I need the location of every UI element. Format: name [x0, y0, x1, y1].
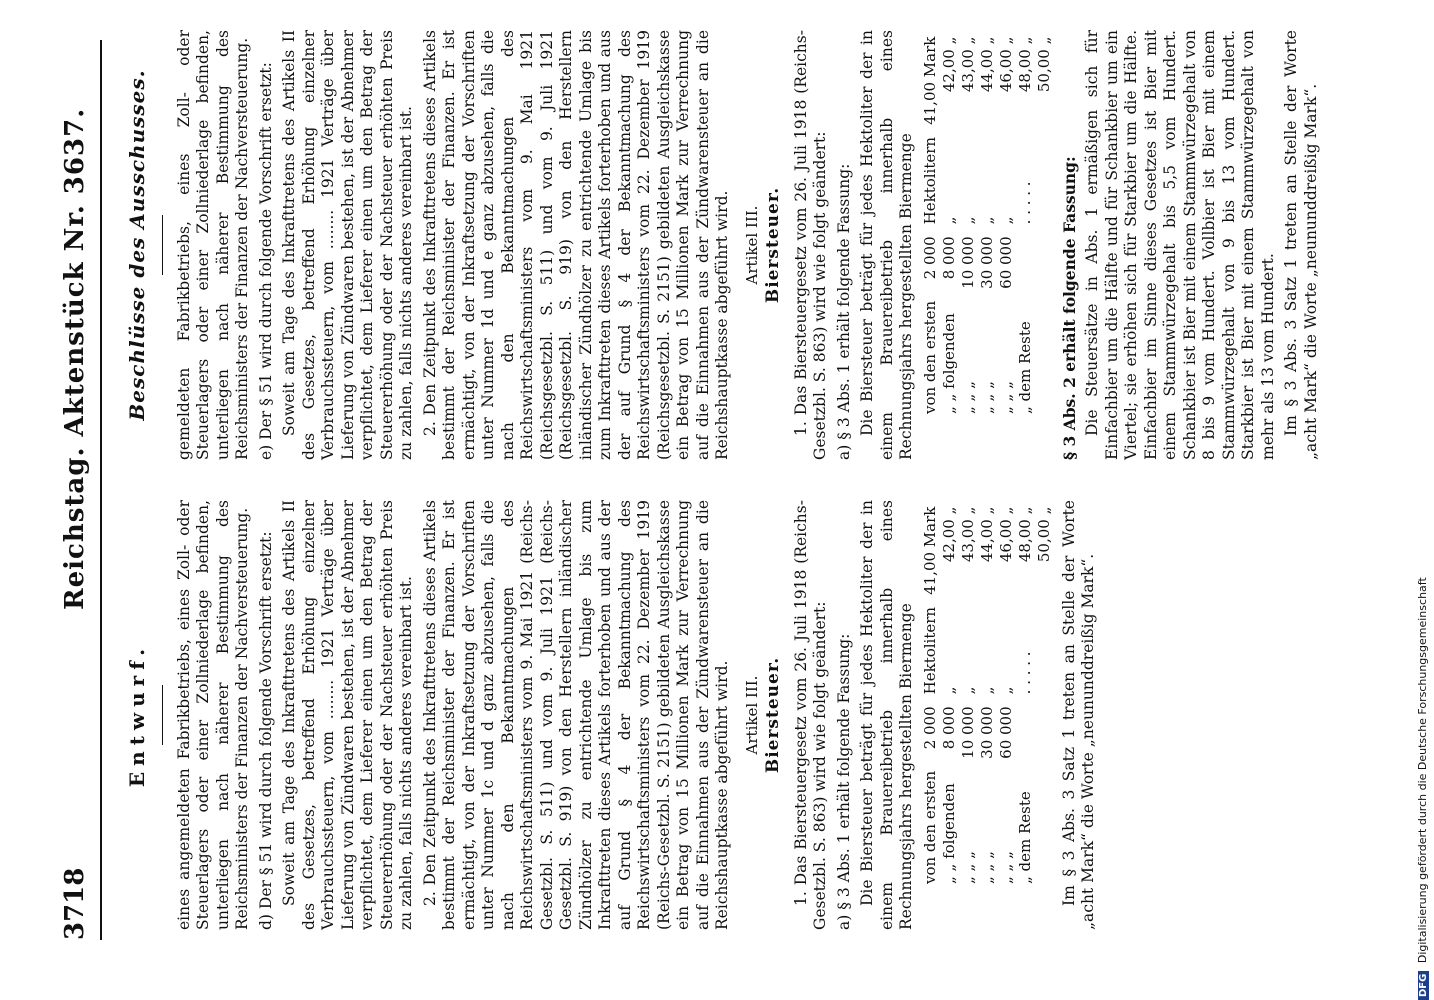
rate-label: „ „ „ — [996, 851, 1015, 884]
rate-qty — [1016, 230, 1035, 295]
rate-unit: „ — [958, 216, 977, 225]
title-rule — [162, 685, 163, 745]
rate-row — [959, 31, 978, 420]
section-3-text: Die Steuersätze in Abs. 1 ermäßigen sich für Einfachbier um die Hälfte und für Schankbier um ein Viertel; sie erhöhen sich für Starkbier um die Hälfte. Einfachbier im Sinne dieses Gesetzes ist Bier mit einem Stammwürzegehalt bis 5,5 vom Hundert. Schankbier ist Bier mit einem Stammwürzegehalt von 8 bis 9 vom Hundert. Vollbier ist Bier mit einem Stammwürzegehalt von 9 bis 13 vom Hundert. Starkbier ist Bier mit einem Stammwürzegehalt von mehr als 13 vom Hundert. — [1083, 30, 1277, 460]
rate-row — [978, 31, 997, 420]
rate-label — [1035, 765, 1054, 890]
rate-rate: 46,00 „ — [996, 36, 1015, 93]
dfg-credit — [1416, 577, 1429, 1000]
rate-label: „ „ folgenden — [939, 783, 958, 884]
rate-unit: „ — [977, 216, 996, 225]
title-rule — [162, 215, 163, 275]
item-d-text: Soweit am Tage des Inkrafttretens des Artikels II des Gesetzes, betreffend Erhöhung einzelner Verbrauchssteuern, vom ........ 1921 Verträge über Lieferung von Zündwaren bestehen, ist der Abnehmer verpflichtet, dem Lieferer einen um den Betrag der Steuererhöhung oder der Nachsteuer erhöhten Preis zu zahlen, falls nichts anderes vereinbart ist. — [280, 500, 415, 930]
column-entwurf — [120, 500, 1103, 930]
paragraph-2: 2. Den Zeitpunkt des Inkrafttretens dieses Artikels bestimmt der Reichsminister der Finanzen. Er ist ermächtigt, von der Inkraftsetzung der Vorschriften unter Nummer 1d und e ganz abzusehen, falls die nach den Bekanntmachungen des Reichswirtschaftsministers vom 9. Mai 1921 (Reichsgesetzbl. S. 511) und vom 9. Juli 1921 (Reichsgesetzbl. S. 919) von den Herstellern inländischer Zündhölzer zu entrichtende Umlage bis zum Inkrafttreten dieses Artikels forterhoben und aus der auf Grund § 4 der Bekanntmachung des Reichswirtschaftsministers vom 22. Dezember 1919 (Reichsgesetzbl. S. 2151) gebildeten Ausgleichskasse ein Betrag von 15 Millionen Mark zur Verrechnung auf die Einnahmen aus der Zündwarensteuer an die Reichshauptkasse abgeführt wird. — [420, 30, 731, 460]
intro-paragraph: eines angemeldeten Fabrikbetriebs, eines Zoll- oder Steuerlagers oder einer Zollniederlage befinden, unterliegen nach näherer Bestimmung des Reichsministers der Finanzen der Nachversteuerung. — [174, 500, 251, 930]
rate-rate: 44,00 „ — [977, 506, 996, 563]
rate-row — [997, 501, 1016, 890]
rate-label — [1035, 295, 1054, 420]
article-paragraph-1: 1. Das Biersteuergesetz vom 26. Juli 1918 (Reichs-Gesetzbl. S. 863) wird wie folgt geändert: — [791, 500, 829, 930]
rates-table-right — [921, 31, 1054, 420]
paragraph-2: 2. Den Zeitpunkt des Inkrafttretens dieses Artikels bestimmt der Reichsminister der Finanzen. Er ist ermächtigt, von der Inkraftsetzung der Vorschriften unter Nummer 1c und d ganz abzusehen, falls die nach den Bekanntmachungen des Reichswirtschaftsministers vom 9. Mai 1921 (Reichs-Gesetzbl. S. 511) und vom 9. Juli 1921 (Reichs-Gesetzbl. S. 919) von den Herstellern inländischer Zündhölzer zu entrichtende Umlage bis zum Inkrafttreten dieses Artikels forterhoben und aus der auf Grund § 4 der Bekanntmachung des Reichswirtschaftsministers vom 22. Dezember 1919 (Reichs-Gesetzbl. S. 2151) gebildeten Ausgleichskasse ein Betrag von 15 Millionen Mark zur Verrechnung auf die Einnahmen aus der Zündwarensteuer an die Reichshauptkasse abgeführt wird. — [420, 500, 731, 930]
rate-unit — [1035, 601, 1054, 700]
item-e-text: Soweit am Tage des Inkrafttretens des Artikels II des Gesetzes, betreffend Erhöhung einzelner Verbrauchssteuern, vom ........ 1921 Verträge über Lieferung von Zündwaren bestehen, ist der Abnehmer verpflichtet, dem Lieferer einen um den Betrag der Steuererhöhung oder der Nachsteuer erhöhten Preis zu zahlen, falls nichts anderes vereinbart ist. — [280, 30, 415, 460]
dfg-logo: DFG — [1418, 971, 1429, 1000]
article-end: Im § 3 Abs. 3 Satz 1 treten an Stelle der Worte „acht Mark“ die Worte „neununddreißig Mark“. — [1059, 500, 1097, 930]
rate-rate: 50,00 „ — [1034, 506, 1053, 563]
rate-qty — [1035, 700, 1054, 765]
rate-label: „ dem Reste — [1015, 321, 1034, 414]
article-item-a: a) § 3 Abs. 1 erhält folgende Fassung: — [834, 163, 853, 460]
article-paragraph-1: 1. Das Biersteuergesetz vom 26. Juli 1918 (Reichs-Gesetzbl. S. 863) wird wie folgt geändert: — [791, 30, 829, 460]
rate-unit: . . . . . — [1015, 181, 1034, 225]
rate-unit: „ — [939, 216, 958, 225]
rate-qty: 60 000 — [996, 236, 1015, 289]
page-number: 3718 — [60, 867, 90, 940]
rate-rate: 43,00 „ — [958, 36, 977, 93]
rate-label: „ „ folgenden — [939, 313, 958, 414]
rate-row — [1016, 501, 1035, 890]
column-beschluesse — [120, 30, 1325, 460]
rate-qty: 60 000 — [996, 706, 1015, 759]
rates-table-left — [921, 501, 1054, 890]
rate-row — [921, 501, 940, 890]
rate-unit: Hektolitern — [920, 136, 939, 225]
rate-qty: 2 000 — [920, 236, 939, 280]
rate-label: „ „ „ — [977, 851, 996, 884]
rate-qty: 10 000 — [958, 706, 977, 759]
rate-qty: 10 000 — [958, 236, 977, 289]
rate-label: „ „ „ — [958, 381, 977, 414]
rate-rate: 42,00 „ — [939, 506, 958, 563]
running-head — [60, 40, 102, 940]
rate-unit: „ — [939, 686, 958, 695]
page-title: Reichstag. Aktenstück Nr. 3637. — [60, 107, 90, 610]
section-3-heading: § 3 Abs. 2 erhält folgende Fassung: — [1059, 156, 1079, 460]
rate-qty: 8 000 — [939, 236, 958, 280]
rate-row — [959, 501, 978, 890]
dfg-credit-text: Digitalisierung gefördert durch die Deutsche Forschungsgemeinschaft — [1416, 577, 1429, 964]
rate-label: von den ersten — [920, 300, 939, 414]
rate-rate: 48,00 „ — [1015, 506, 1034, 563]
column-title-beschluesse: Beschlüsse des Ausschusses. — [125, 69, 149, 421]
rate-rate: 43,00 „ — [958, 506, 977, 563]
rate-rate: 48,00 „ — [1015, 36, 1034, 93]
rate-unit: „ — [996, 216, 1015, 225]
rate-row — [1016, 31, 1035, 420]
rate-row — [978, 501, 997, 890]
rate-rate: 41,00 Mark — [920, 36, 939, 125]
article-subheading: Biersteuer. — [763, 186, 783, 304]
rate-label: „ „ „ — [958, 851, 977, 884]
rate-unit: „ — [958, 686, 977, 695]
rate-rate: 41,00 Mark — [920, 506, 939, 595]
rate-label: „ dem Reste — [1015, 791, 1034, 884]
rate-row — [921, 31, 940, 420]
rate-unit: . . . . . — [1015, 651, 1034, 695]
article-item-a-text: Die Biersteuer beträgt für jedes Hektoliter der in einem Brauereibetrieb innerhalb eines Rechnungsjahrs hergestellten Biermenge — [858, 30, 915, 460]
rate-qty: 30 000 — [977, 706, 996, 759]
rate-rate: 46,00 „ — [996, 506, 1015, 563]
rate-label: „ „ „ — [977, 381, 996, 414]
rate-rate: 44,00 „ — [977, 36, 996, 93]
rate-label: von den ersten — [920, 770, 939, 884]
rate-row — [940, 31, 959, 420]
item-d: d) Der § 51 wird durch folgende Vorschrift ersetzt: — [256, 531, 275, 930]
article-heading: Artikel III. — [742, 675, 761, 755]
intro-paragraph: gemeldeten Fabrikbetriebs, eines Zoll- oder Steuerlagers oder einer Zollniederlage befinden, unterliegen nach näherer Bestimmung des Reichsministers der Finanzen der Nachversteuerung. — [174, 30, 251, 460]
rate-row — [1035, 31, 1054, 420]
rate-qty: 30 000 — [977, 236, 996, 289]
article-end: Im § 3 Abs. 3 Satz 1 treten an Stelle der Worte „acht Mark“ die Worte „neununddreißig Mark“. — [1282, 30, 1320, 460]
rate-qty — [1035, 230, 1054, 295]
rate-unit — [1035, 131, 1054, 230]
rate-row — [1035, 501, 1054, 890]
article-heading: Artikel III. — [742, 205, 761, 285]
article-item-a: a) § 3 Abs. 1 erhält folgende Fassung: — [834, 633, 853, 930]
article-item-a-text: Die Biersteuer beträgt für jedes Hektoliter der in einem Brauereibetrieb innerhalb eines Rechnungsjahrs hergestellten Biermenge — [858, 500, 915, 930]
rate-row — [997, 31, 1016, 420]
rate-qty: 2 000 — [920, 706, 939, 750]
item-e: e) Der § 51 wird durch folgende Vorschrift ersetzt: — [256, 62, 275, 460]
rate-unit: „ — [996, 686, 1015, 695]
rate-row — [940, 501, 959, 890]
rate-unit: „ — [977, 686, 996, 695]
rate-qty: 8 000 — [939, 706, 958, 750]
rate-qty — [1016, 700, 1035, 765]
rate-rate: 42,00 „ — [939, 36, 958, 93]
column-title-entwurf: Entwurf. — [125, 642, 149, 788]
rate-label: „ „ „ — [996, 381, 1015, 414]
article-subheading: Biersteuer. — [763, 656, 783, 774]
rate-rate: 50,00 „ — [1034, 36, 1053, 93]
rate-unit: Hektolitern — [920, 606, 939, 695]
